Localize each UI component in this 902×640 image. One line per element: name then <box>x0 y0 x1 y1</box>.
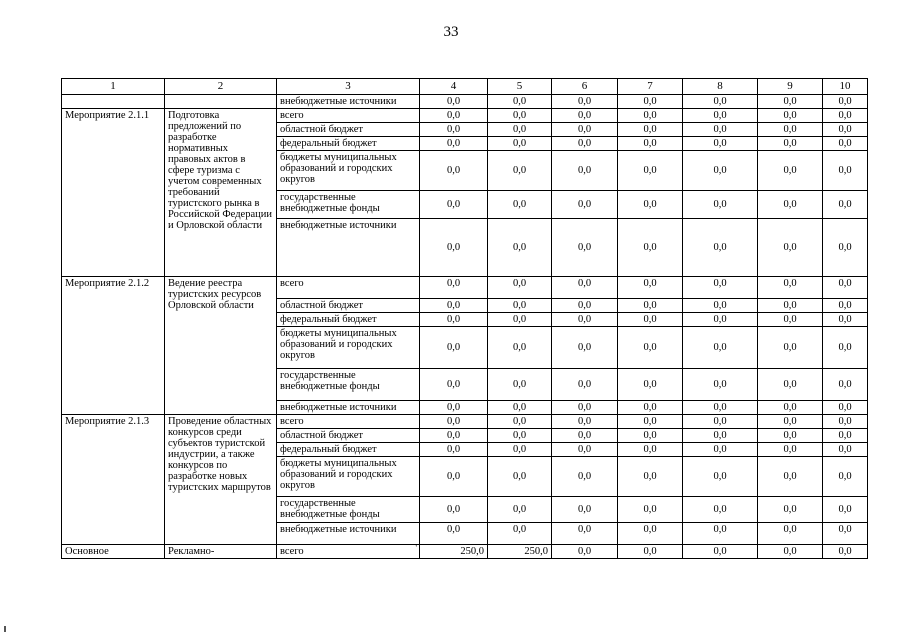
value-cell: 0,0 <box>420 429 488 443</box>
value-cell: 0,0 <box>488 277 552 299</box>
value-cell: 0,0 <box>420 299 488 313</box>
source-label: областной бюджет <box>277 299 420 313</box>
budget-table <box>61 78 868 559</box>
value-cell: 0,0 <box>618 545 683 559</box>
source-label: всего ' <box>277 545 420 559</box>
source-label: внебюджетные источники <box>277 219 420 277</box>
value-cell: 0,0 <box>683 299 758 313</box>
value-cell: 0,0 <box>420 109 488 123</box>
value-cell: 0,0 <box>420 457 488 497</box>
value-cell: 0,0 <box>683 327 758 369</box>
value-cell: 0,0 <box>758 191 823 219</box>
value-cell: 0,0 <box>488 219 552 277</box>
value-cell: 0,0 <box>758 429 823 443</box>
value-cell: 0,0 <box>420 151 488 191</box>
measure-cell: Мероприятие 2.1.3 <box>62 415 165 545</box>
value-cell: 0,0 <box>618 299 683 313</box>
value-cell: 0,0 <box>683 401 758 415</box>
value-cell: 0,0 <box>683 497 758 523</box>
value-cell: 0,0 <box>618 429 683 443</box>
value-cell: 0,0 <box>823 523 868 545</box>
value-cell: 0,0 <box>758 545 823 559</box>
value-cell: 0,0 <box>488 429 552 443</box>
value-cell: 0,0 <box>823 151 868 191</box>
value-cell: 0,0 <box>823 457 868 497</box>
value-cell: 0,0 <box>758 497 823 523</box>
value-cell: 0,0 <box>488 523 552 545</box>
value-cell: 0,0 <box>618 123 683 137</box>
value-cell: 0,0 <box>488 327 552 369</box>
value-cell: 0,0 <box>823 313 868 327</box>
value-cell: 0,0 <box>823 95 868 109</box>
value-cell: 0,0 <box>488 137 552 151</box>
header-cell: 10 <box>823 79 868 95</box>
value-cell: 0,0 <box>552 545 618 559</box>
source-label: государственные внебюджетные фонды <box>277 497 420 523</box>
value-cell: 0,0 <box>618 327 683 369</box>
value-cell: 0,0 <box>552 95 618 109</box>
source-label: государственные внебюджетные фонды <box>277 369 420 401</box>
header-cell: 1 <box>62 79 165 95</box>
value-cell: 0,0 <box>683 95 758 109</box>
value-cell: 0,0 <box>823 219 868 277</box>
source-label: бюджеты муниципальных образований и городских округов <box>277 327 420 369</box>
table-row <box>62 545 868 559</box>
description-cell <box>165 95 277 109</box>
value-cell: 0,0 <box>683 123 758 137</box>
value-cell: 0,0 <box>488 151 552 191</box>
value-cell: 0,0 <box>758 523 823 545</box>
value-cell: 0,0 <box>823 443 868 457</box>
value-cell: 0,0 <box>420 313 488 327</box>
value-cell: 0,0 <box>758 137 823 151</box>
value-cell: 0,0 <box>618 109 683 123</box>
value-cell: 0,0 <box>618 95 683 109</box>
source-label: всего <box>277 415 420 429</box>
value-cell: 0,0 <box>758 443 823 457</box>
value-cell: 0,0 <box>420 191 488 219</box>
value-cell: 0,0 <box>683 151 758 191</box>
value-cell: 0,0 <box>488 415 552 429</box>
value-cell: 0,0 <box>420 327 488 369</box>
value-cell: 0,0 <box>552 151 618 191</box>
value-cell: 0,0 <box>823 109 868 123</box>
source-label: бюджеты муниципальных образований и городских округов <box>277 151 420 191</box>
table-row <box>62 109 868 123</box>
value-cell: 0,0 <box>823 277 868 299</box>
value-cell: 0,0 <box>552 277 618 299</box>
value-cell: 0,0 <box>758 109 823 123</box>
header-cell: 7 <box>618 79 683 95</box>
value-cell: 0,0 <box>552 137 618 151</box>
value-cell: 0,0 <box>618 191 683 219</box>
value-cell: 0,0 <box>683 219 758 277</box>
value-cell: 0,0 <box>758 299 823 313</box>
value-cell: 0,0 <box>683 369 758 401</box>
value-cell: 0,0 <box>823 415 868 429</box>
value-cell: 0,0 <box>552 523 618 545</box>
source-label: всего <box>277 109 420 123</box>
value-cell: 0,0 <box>683 443 758 457</box>
value-cell: 0,0 <box>823 299 868 313</box>
header-cell: 9 <box>758 79 823 95</box>
value-cell: 0,0 <box>420 497 488 523</box>
value-cell: 0,0 <box>758 95 823 109</box>
value-cell: 0,0 <box>683 457 758 497</box>
value-cell: 0,0 <box>420 369 488 401</box>
value-cell: 0,0 <box>488 109 552 123</box>
value-cell: 0,0 <box>618 457 683 497</box>
value-cell: 0,0 <box>618 369 683 401</box>
value-cell: 0,0 <box>683 191 758 219</box>
source-label: государственные внебюджетные фонды <box>277 191 420 219</box>
value-cell: 0,0 <box>758 369 823 401</box>
source-label: областной бюджет <box>277 429 420 443</box>
header-cell: 4 <box>420 79 488 95</box>
value-cell: 0,0 <box>552 415 618 429</box>
value-cell: 0,0 <box>758 401 823 415</box>
value-cell: 0,0 <box>618 151 683 191</box>
value-cell: 0,0 <box>618 401 683 415</box>
value-cell: 0,0 <box>420 137 488 151</box>
table-header-row <box>62 79 868 95</box>
value-cell: 0,0 <box>552 429 618 443</box>
value-cell: 0,0 <box>488 95 552 109</box>
value-cell: 0,0 <box>552 123 618 137</box>
value-cell: 0,0 <box>758 151 823 191</box>
measure-cell: Основное <box>62 545 165 559</box>
value-cell: 0,0 <box>618 443 683 457</box>
value-cell: 0,0 <box>420 401 488 415</box>
value-cell: 0,0 <box>683 109 758 123</box>
source-label: внебюджетные источники <box>277 523 420 545</box>
value-cell: 0,0 <box>683 137 758 151</box>
source-label: внебюджетные источники <box>277 401 420 415</box>
description-cell: Подготовка предложений по разработке нормативных правовых актов в сфере туризма с учетом современных требований туристского рынка в Российской Федерации и Орловской области <box>165 109 277 277</box>
table-row <box>62 277 868 299</box>
value-cell: 0,0 <box>552 313 618 327</box>
value-cell: 0,0 <box>618 313 683 327</box>
value-cell: 0,0 <box>758 219 823 277</box>
source-label: внебюджетные источники <box>277 95 420 109</box>
value-cell: 0,0 <box>823 123 868 137</box>
value-cell: 0,0 <box>420 219 488 277</box>
value-cell: 0,0 <box>488 313 552 327</box>
value-cell: 0,0 <box>823 191 868 219</box>
value-cell: 250,0 <box>420 545 488 559</box>
header-cell: 3 <box>277 79 420 95</box>
description-cell: Ведение реестра туристских ресурсов Орловской области <box>165 277 277 415</box>
value-cell: 0,0 <box>683 545 758 559</box>
value-cell: 0,0 <box>420 95 488 109</box>
value-cell: 0,0 <box>618 277 683 299</box>
value-cell: 0,0 <box>552 457 618 497</box>
value-cell: 0,0 <box>823 545 868 559</box>
value-cell: 0,0 <box>488 191 552 219</box>
measure-cell <box>62 95 165 109</box>
value-cell: 0,0 <box>823 369 868 401</box>
value-cell: 0,0 <box>420 415 488 429</box>
header-cell: 2 <box>165 79 277 95</box>
value-cell: 0,0 <box>758 457 823 497</box>
value-cell: 0,0 <box>683 277 758 299</box>
value-cell: 0,0 <box>618 415 683 429</box>
value-cell: 0,0 <box>420 523 488 545</box>
description-cell: Рекламно- <box>165 545 277 559</box>
header-cell: 6 <box>552 79 618 95</box>
value-cell: 0,0 <box>552 497 618 523</box>
value-cell: 0,0 <box>420 123 488 137</box>
source-label: федеральный бюджет <box>277 443 420 457</box>
source-label: федеральный бюджет <box>277 313 420 327</box>
header-cell: 5 <box>488 79 552 95</box>
value-cell: 0,0 <box>552 109 618 123</box>
value-cell: 0,0 <box>758 313 823 327</box>
value-cell: 0,0 <box>618 137 683 151</box>
value-cell: 0,0 <box>758 123 823 137</box>
value-cell: 0,0 <box>552 443 618 457</box>
source-label: федеральный бюджет <box>277 137 420 151</box>
value-cell: 250,0 <box>488 545 552 559</box>
value-cell: 0,0 <box>420 277 488 299</box>
measure-cell: Мероприятие 2.1.2 <box>62 277 165 415</box>
value-cell: 0,0 <box>552 299 618 313</box>
value-cell: 0,0 <box>552 191 618 219</box>
source-label: областной бюджет <box>277 123 420 137</box>
value-cell: 0,0 <box>758 415 823 429</box>
value-cell: 0,0 <box>758 277 823 299</box>
value-cell: 0,0 <box>488 299 552 313</box>
value-cell: 0,0 <box>823 327 868 369</box>
value-cell: 0,0 <box>420 443 488 457</box>
value-cell: 0,0 <box>618 523 683 545</box>
value-cell: 0,0 <box>488 369 552 401</box>
value-cell: 0,0 <box>683 429 758 443</box>
table-row <box>62 415 868 429</box>
value-cell: 0,0 <box>823 401 868 415</box>
value-cell: 0,0 <box>618 219 683 277</box>
measure-cell: Мероприятие 2.1.1 <box>62 109 165 277</box>
value-cell: 0,0 <box>488 123 552 137</box>
source-label: всего <box>277 277 420 299</box>
value-cell: 0,0 <box>552 219 618 277</box>
value-cell: 0,0 <box>823 137 868 151</box>
value-cell: 0,0 <box>488 497 552 523</box>
scan-mark <box>4 626 6 632</box>
description-cell: Проведение областных конкурсов среди субъектов туристской индустрии, а также конкурсов по разработке новых туристских маршрутов <box>165 415 277 545</box>
value-cell: 0,0 <box>683 523 758 545</box>
table-row <box>62 95 868 109</box>
value-cell: 0,0 <box>683 415 758 429</box>
value-cell: 0,0 <box>552 401 618 415</box>
value-cell: 0,0 <box>552 369 618 401</box>
value-cell: 0,0 <box>683 313 758 327</box>
value-cell: 0,0 <box>618 497 683 523</box>
value-cell: 0,0 <box>552 327 618 369</box>
header-cell: 8 <box>683 79 758 95</box>
page-number: 33 <box>443 24 459 40</box>
source-label: бюджеты муниципальных образований и городских округов <box>277 457 420 497</box>
value-cell: 0,0 <box>823 429 868 443</box>
value-cell: 0,0 <box>488 457 552 497</box>
value-cell: 0,0 <box>758 327 823 369</box>
value-cell: 0,0 <box>823 497 868 523</box>
value-cell: 0,0 <box>488 443 552 457</box>
value-cell: 0,0 <box>488 401 552 415</box>
